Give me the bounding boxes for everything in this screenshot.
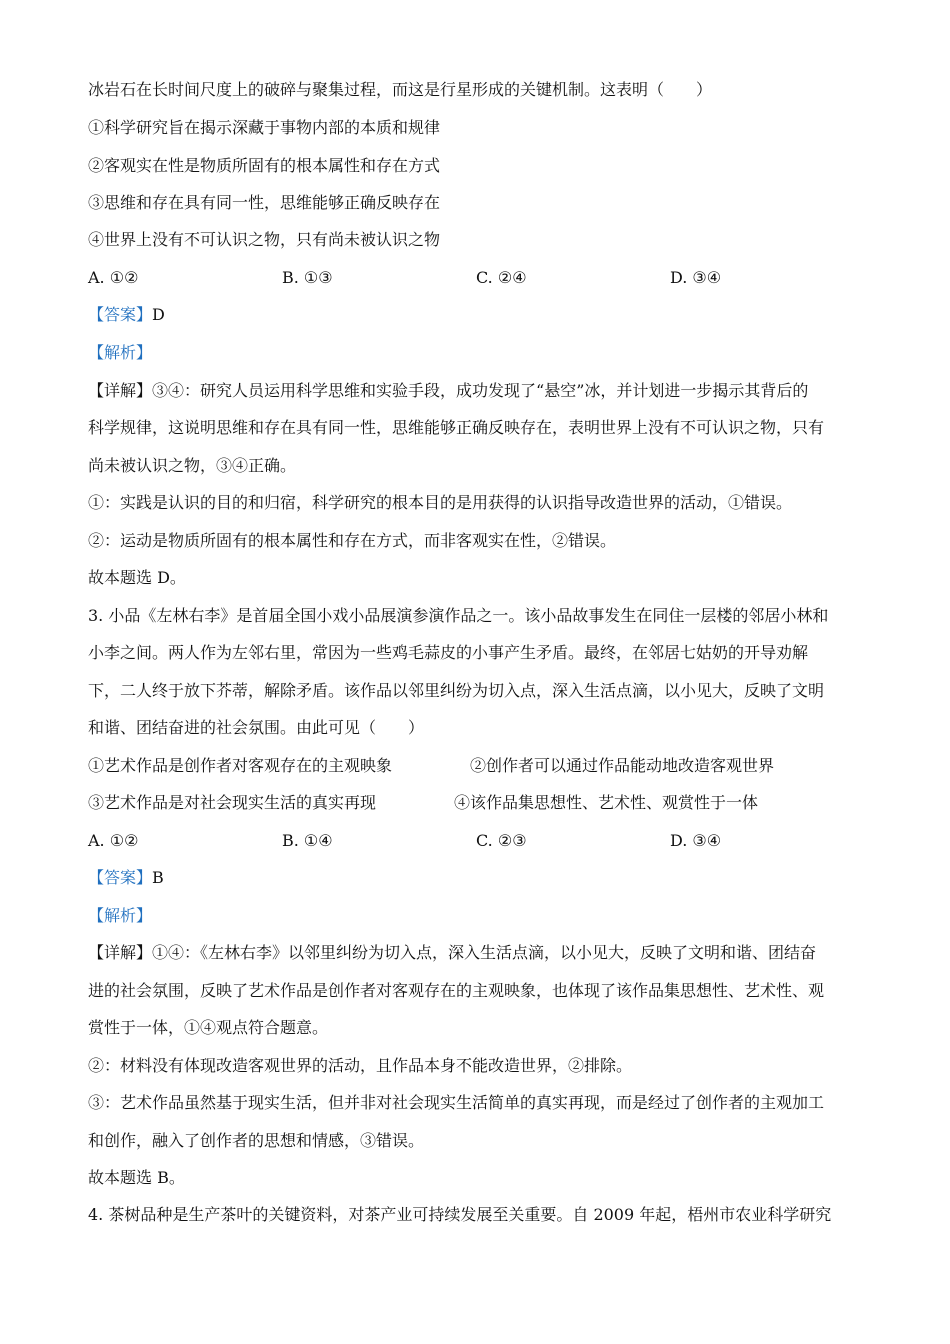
q2-option-a: A. ①② — [88, 268, 139, 287]
q2-detail-line-3: 尚未被认识之物，③④正确。 — [88, 456, 297, 475]
answer-value: D — [152, 305, 165, 324]
q3-stem-line-4: 和谐、团结奋进的社会氛围。由此可见（ ） — [88, 718, 425, 737]
q2-detail-line-6: 故本题选 D。 — [88, 568, 186, 587]
q2-detail-line-1 — [88, 380, 808, 402]
q3-answer — [88, 867, 164, 889]
q3-detail-line-2: 进的社会氛围，反映了艺术作品是创作者对客观存在的主观映象，也体现了该作品集思想性、艺术性、观 — [88, 981, 825, 1000]
q3-detail-line-4: ②：材料没有体现改造客观世界的活动，且作品本身不能改造世界，②排除。 — [88, 1056, 633, 1075]
q2-detail-line-2: 科学规律，这说明思维和存在具有同一性，思维能够正确反映存在，表明世界上没有不可认识之物，只有 — [88, 418, 825, 437]
q3-option-a: A. ①② — [88, 831, 139, 850]
q2-option-b: B. ①③ — [282, 268, 333, 287]
q3-item-4: ④该作品集思想性、艺术性、观赏性于一体 — [454, 793, 759, 812]
q4-stem-line-1: 4. 茶树品种是生产茶叶的关键资料，对茶产业可持续发展至关重要。自 2009 年起，梧州市农业科学研究 — [88, 1205, 832, 1224]
q2-detail-line-5: ②：运动是物质所固有的根本属性和存在方式，而非客观实在性，②错误。 — [88, 531, 617, 550]
q3-stem-line-3: 下，二人终于放下芥蒂，解除矛盾。该作品以邻里纠纷为切入点，深入生活点滴，以小见大，反映了文明 — [88, 681, 825, 700]
q3-item-2: ②创作者可以通过作品能动地改造客观世界 — [470, 756, 775, 775]
q3-stem-line-2: 小李之间。两人作为左邻右里，常因为一些鸡毛蒜皮的小事产生矛盾。最终，在邻居七姑奶的开导劝解 — [88, 643, 809, 662]
q2-item-2: ②客观实在性是物质所固有的根本属性和存在方式 — [88, 156, 441, 175]
detail-tag: 【详解】 — [88, 381, 153, 400]
q3-detail-line-5: ③：艺术作品虽然基于现实生活，但并非对社会现实生活简单的真实再现，而是经过了创作者的主观加工 — [88, 1093, 825, 1112]
answer-value: B — [152, 868, 164, 887]
q2-analysis-tag: 【解析】 — [88, 343, 153, 362]
q2-item-3: ③思维和存在具有同一性，思维能够正确反映存在 — [88, 193, 441, 212]
q2-detail-line-4: ①：实践是认识的目的和归宿，科学研究的根本目的是用获得的认识指导改造世界的活动，①错误。 — [88, 493, 793, 512]
q3-item-1: ①艺术作品是创作者对客观存在的主观映象 — [88, 756, 393, 775]
q3-option-b: B. ①④ — [282, 831, 333, 850]
q3-detail-line-6: 和创作，融入了创作者的思想和情感，③错误。 — [88, 1131, 425, 1150]
q2-answer — [88, 304, 165, 326]
detail-text: ①④：《左林右李》以邻里纠纷为切入点，深入生活点滴，以小见大，反映了文明和谐、团结奋 — [152, 943, 817, 962]
q3-option-c: C. ②③ — [476, 831, 527, 850]
detail-tag: 【详解】 — [88, 943, 153, 962]
answer-tag: 【答案】 — [88, 305, 153, 324]
detail-text: ③④：研究人员运用科学思维和实验手段，成功发现了“悬空”冰，并计划进一步揭示其背后的 — [152, 381, 809, 400]
q2-item-4: ④世界上没有不可认识之物，只有尚未被认识之物 — [88, 230, 441, 249]
answer-tag: 【答案】 — [88, 868, 153, 887]
q3-detail-line-7: 故本题选 B。 — [88, 1168, 185, 1187]
q3-detail-line-3: 赏性于一体，①④观点符合题意。 — [88, 1018, 329, 1037]
q2-stem-tail: 冰岩石在长时间尺度上的破碎与聚集过程，而这是行星形成的关键机制。这表明（ ） — [88, 80, 713, 99]
q3-option-d: D. ③④ — [670, 831, 722, 850]
q2-item-1: ①科学研究旨在揭示深藏于事物内部的本质和规律 — [88, 118, 441, 137]
q3-detail-line-1 — [88, 942, 816, 964]
q3-stem-line-1: 3. 小品《左林右李》是首届全国小戏小品展演参演作品之一。该小品故事发生在同住一层楼的邻居小林和 — [88, 606, 829, 625]
q3-item-3: ③艺术作品是对社会现实生活的真实再现 — [88, 793, 377, 812]
q2-option-d: D. ③④ — [670, 268, 722, 287]
q2-option-c: C. ②④ — [476, 268, 527, 287]
q3-analysis-tag: 【解析】 — [88, 906, 153, 925]
